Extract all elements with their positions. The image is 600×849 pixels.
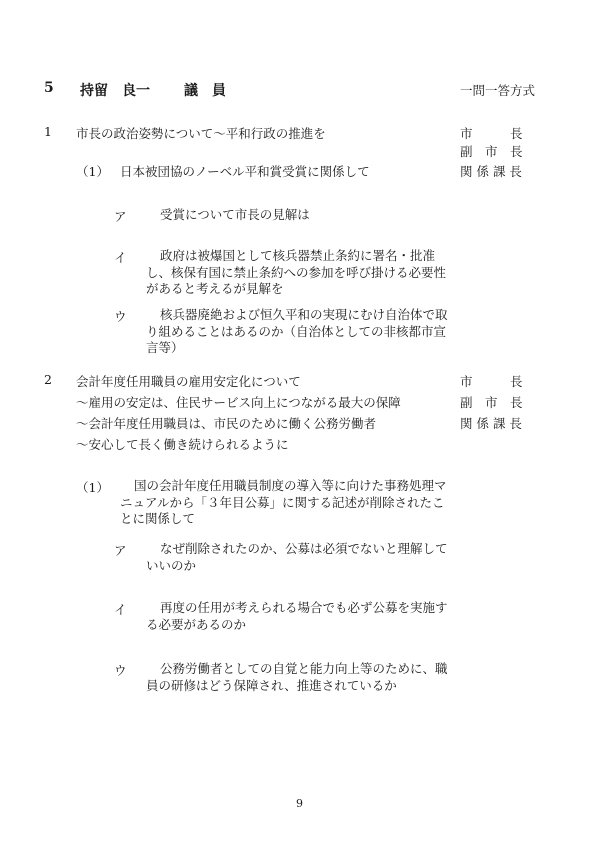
section-number: 2 xyxy=(44,372,52,387)
section-title: 市長の政治姿勢について～平和行政の推進を xyxy=(76,126,326,141)
item-text: 受賞について市長の見解は xyxy=(160,207,310,222)
item-mark: イ xyxy=(114,250,127,265)
questioner-title: 議 員 xyxy=(184,83,226,99)
item-text: 公務労働者としての自覚と能力向上等のために、職員の研修はどう保障され、推進されているか xyxy=(146,661,448,693)
responder-mayor: 市 長 xyxy=(460,126,523,141)
item-mark: イ xyxy=(114,602,127,617)
sub-question-text: 国の会計年度任用職員制度の導入等に向けた事務処理マニュアルから「３年目公募」に関する記述が削除されたことに関係して xyxy=(120,478,447,526)
section-title: 会計年度任用職員の雇用安定化について xyxy=(76,374,301,389)
item-text: 核兵器廃絶および恒久平和の実現にむけ自治体で取り組めることはあるのか（自治体としての非核都市宣言等） xyxy=(146,307,448,355)
responder-deputy-mayor: 副 市 長 xyxy=(460,144,523,159)
item-mark: ア xyxy=(114,543,127,558)
responder-deputy-mayor: 副 市 長 xyxy=(460,395,523,410)
item-mark: ア xyxy=(114,209,127,224)
responder-section-chief: 関 係 課 長 xyxy=(460,164,522,179)
item-mark: ウ xyxy=(114,309,127,324)
section-number: 1 xyxy=(44,124,52,139)
sub-question-text: 日本被団協のノーベル平和賞受賞に関係して xyxy=(120,164,370,179)
item-text: なぜ削除されたのか、公募は必須でないと理解していいのか xyxy=(146,541,448,573)
responder-section-chief: 関 係 課 長 xyxy=(460,416,522,431)
section-subtitle: ～安心して長く働き続けられるように xyxy=(76,437,289,452)
page-number: 9 xyxy=(296,797,303,810)
section-subtitle: ～会計年度任用職員は、市民のために働く公務労働者 xyxy=(76,416,377,431)
responder-mayor: 市 長 xyxy=(460,374,523,389)
questioner-name: 持留 良一 xyxy=(80,83,150,99)
item-mark: ウ xyxy=(114,663,127,678)
item-text: 政府は被爆国として核兵器禁止条約に署名・批准し、核保有国に禁止条約への参加を呼び掛ける必要性があると考えるが見解を xyxy=(146,248,447,296)
item-text: 再度の任用が考えられる場合でも必ず公募を実施する必要があるのか xyxy=(146,600,448,632)
sub-question-number: （1） xyxy=(76,480,109,495)
questioner-number: 5 xyxy=(44,80,54,96)
sub-question-number: （1） xyxy=(76,164,109,179)
section-subtitle: ～雇用の安定は、住民サービス向上につながる最大の保障 xyxy=(76,395,401,410)
question-method: 一問一答方式 xyxy=(460,83,536,98)
